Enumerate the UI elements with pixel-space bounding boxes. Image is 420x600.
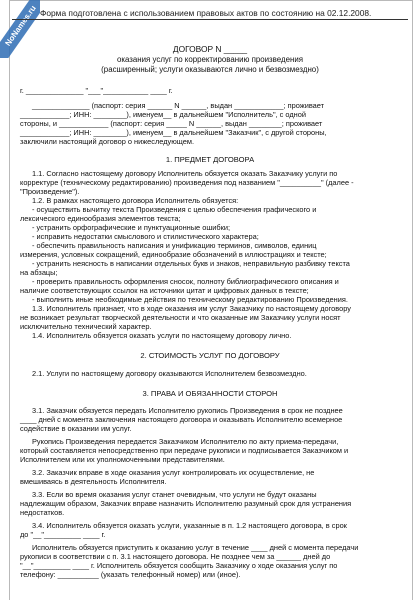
document-title bbox=[0, 44, 420, 76]
body-line: 1.4. Исполнитель обязуется оказать услуги по настоящему договору лично. bbox=[32, 331, 292, 340]
body-line: - обеспечить правильность написания и унификацию терминов, символов, единиц bbox=[32, 241, 317, 250]
body-line: 2.1. Услуги по настоящему договору оказываются Исполнителем безвозмездно. bbox=[32, 369, 307, 378]
body-line: наличие соответствующих ссылок на источники цитат и цифровых данных в тексте; bbox=[20, 286, 309, 295]
body-line: "Произведение"). bbox=[20, 187, 80, 196]
parties-line: ______________ (паспорт: серия ______ N ______, выдан ____________; проживает bbox=[32, 101, 325, 110]
body-line: 1.1. Согласно настоящему договору Исполнитель обязуется оказать Заказчику услуги по bbox=[32, 169, 338, 178]
body-line: вмешиваясь в деятельность Исполнителя. bbox=[20, 477, 167, 486]
title-line-1: ДОГОВОР N _____ bbox=[172, 44, 248, 54]
body-line: надлежащим образом, Заказчик вправе назначить Исполнителю разумный срок для устранения bbox=[20, 499, 352, 508]
body-line: содействие в оказании им услуг. bbox=[20, 424, 132, 433]
body-line: исключительно технический характер. bbox=[20, 322, 152, 331]
body-line: 3.1. Заказчик обязуется передать Исполнителю рукопись Произведения в срок не позднее bbox=[32, 406, 343, 415]
body-line: недостатков. bbox=[20, 508, 65, 517]
body-line: корректуре (техническому редактированию) произведения под названием "__________" (далее - bbox=[20, 178, 354, 187]
section-heading-3: 3. ПРАВА И ОБЯЗАННОСТИ СТОРОН bbox=[142, 389, 278, 398]
body-line: 3.3. Если во время оказания услуг станет очевидным, что услуги не будут оказаны bbox=[32, 490, 317, 499]
body-line: телефону: __________ (указать телефонный номер) или (иное). bbox=[20, 570, 241, 579]
body-line: измерения, условных сокращений, единообразие обозначений в иллюстрациях и тексте; bbox=[20, 250, 327, 259]
body-line: рукописи в соответствии с п. 3.1 настоящего договора. Не позднее чем за ______ дней до bbox=[20, 552, 331, 561]
body-line: не возникает результат творческой деятельности и что оказанные им Заказчику услуги носят bbox=[20, 313, 341, 322]
parties-line: ____________; ИНН: ________), именуем__ в дальнейшем "Исполнитель", с одной bbox=[20, 110, 307, 119]
title-line-3: (расширенный; услуги оказываются лично и безвозмездно) bbox=[101, 65, 319, 74]
body-line: - осуществить вычитку текста Произведения с целью обеспечения графического и bbox=[32, 205, 317, 214]
body-line: 1.3. Исполнитель признает, что в ходе оказания им услуг Заказчику по настоящему договору bbox=[32, 304, 351, 313]
section-heading-2: 2. СТОИМОСТЬ УСЛУГ ПО ДОГОВОРУ bbox=[140, 351, 280, 360]
parties-line: стороны, и ____________ (паспорт: серия _____ N ______, выдан ________; проживает bbox=[20, 119, 323, 128]
body-line: 3.4. Исполнитель обязуется оказать услуги, указанные в п. 1.2 настоящего договора, в срок bbox=[32, 521, 347, 530]
body-line: "__"_________ ____ г. Исполнитель обязуется сообщить Заказчику о ходе оказания услуг по bbox=[20, 561, 338, 570]
body-line: лексического единообразия элементов текста; bbox=[20, 214, 181, 223]
body-line: на абзацы; bbox=[20, 268, 58, 277]
body-line: 3.2. Заказчик вправе в ходе оказания услуг контролировать их осуществление, не bbox=[32, 468, 315, 477]
place-date-line: г. ______________ "___"___________ ____ г. bbox=[20, 86, 173, 95]
body-line: до "__"_________ ____ г. bbox=[20, 530, 106, 539]
header-divider bbox=[12, 19, 408, 20]
body-line: - исправить недостатки смыслового и стилистического характера; bbox=[32, 232, 259, 241]
header-note: Форма подготовлена с использованием правовых актов по состоянию на 02.12.2008. bbox=[40, 8, 372, 18]
body-line: - выполнить иные необходимые действия по техническому редактированию Произведения. bbox=[32, 295, 348, 304]
parties-line: заключили настоящий договор о нижеследующем. bbox=[20, 137, 195, 146]
body-line: Исполнитель обязуется приступить к оказанию услуг в течение ____ дней с момента передачи bbox=[32, 543, 359, 552]
body-line: ____ дней с момента заключения настоящего договора и оказывать Исполнителю всемерное bbox=[20, 415, 343, 424]
body-line: который составляется непосредственно при передаче рукописи и подписывается Заказчиком и bbox=[20, 446, 349, 455]
body-line: - устранить орфографические и пунктуационные ошибки; bbox=[32, 223, 231, 232]
section-heading-1: 1. ПРЕДМЕТ ДОГОВОРА bbox=[165, 155, 255, 164]
watermark-band: NoNames.ru bbox=[0, 0, 40, 58]
parties-line: ____________; ИНН: ________), именуем__ в дальнейшем "Заказчик", с другой стороны, bbox=[20, 128, 327, 137]
body-line: 1.2. В рамках настоящего договора Исполнитель обязуется: bbox=[32, 196, 239, 205]
body-line: Исполнителем или их уполномоченными представителями. bbox=[20, 455, 225, 464]
body-line: Рукопись Произведения передается Заказчиком Исполнителю по акту приема-передачи, bbox=[32, 437, 339, 446]
body-line: - проверить правильность оформления сносок, полноту библиографического описания и bbox=[32, 277, 339, 286]
body-line: - устранить неясность в написании отдельных букв и знаков, неправильную разбивку текста bbox=[32, 259, 350, 268]
title-line-2: оказания услуг по корректированию произведения bbox=[116, 54, 304, 64]
